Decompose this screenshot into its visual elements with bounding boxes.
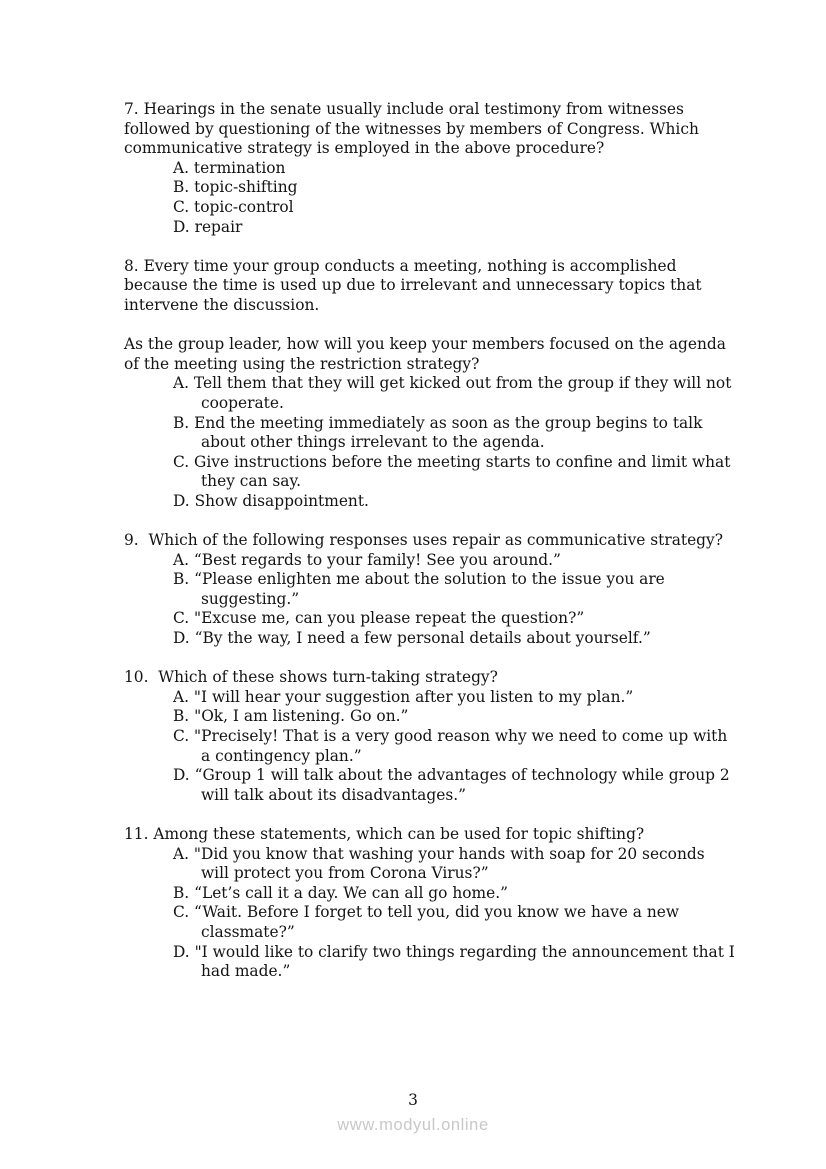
option-text: "I will hear your suggestion after you listen to my plan.” [193,687,634,706]
option-text: "Excuse me, can you please repeat the question?” [194,609,585,628]
question-9-stem: 9. Which of the following responses uses repair as communicative strategy? [124,531,723,550]
question-8-options [124,374,736,511]
option-text: "Ok, I am listening. Go on.” [194,707,409,726]
option-letter: C. [173,609,190,628]
option-text: Give instructions before the meeting starts to confine and limit what they can say. [194,452,731,491]
option-text: “Group 1 will talk about the advantages of technology while group 2 will talk about its disadvantages.” [194,766,730,804]
option-text: “Best regards to your family! See you around.” [193,550,561,569]
option-letter: A. [173,687,190,706]
question-8-option-b [173,414,736,453]
question-9-option-c [173,609,736,629]
option-letter: B. [173,883,190,902]
option-letter: C. [173,452,190,471]
question-11-option-b [173,884,736,904]
question-10-options [124,688,736,806]
option-letter: B. [173,707,190,726]
option-text: topic-control [194,197,294,216]
option-text: End the meeting immediately as soon as the group begins to talk about other things irrelevant to the agenda. [194,413,703,452]
question-7-option-d [173,218,736,238]
option-letter: A. [173,844,190,863]
option-letter: A. [173,374,190,393]
option-letter: A. [173,550,190,569]
question-11-option-c [173,903,736,942]
question-11-stem: 11. Among these statements, which can be used for topic shifting? [124,824,645,843]
option-letter: D. [173,491,190,510]
question-10 [124,668,736,805]
question-9-option-d [173,629,736,649]
page-number: 3 [408,1091,418,1109]
option-text: repair [194,217,243,236]
option-letter: D. [173,766,190,785]
option-letter: B. [173,413,190,432]
page-footer [0,1091,826,1135]
question-8 [124,257,736,512]
question-10-option-b [173,707,736,727]
option-text: "I would like to clarify two things regarding the announcement that I had made.” [194,942,735,981]
option-letter: D. [173,942,190,961]
question-11 [124,825,736,982]
option-text: termination [193,158,286,177]
question-9-options [124,551,736,649]
question-11-option-d [173,943,736,982]
option-letter: C. [173,727,190,745]
option-text: “Wait. Before I forget to tell you, did you know we have a new classmate?” [194,903,680,941]
option-text: “By the way, I need a few personal details about yourself.” [194,629,651,648]
option-text: “Let’s call it a day. We can all go home.” [194,883,508,902]
option-text: topic-shifting [194,178,298,197]
question-10-option-a [173,688,736,708]
option-text: Tell them that they will get kicked out from the group if they will not cooperate. [193,374,732,412]
question-7-stem: 7. Hearings in the senate usually include oral testimony from witnesses followed by questioning of the witnesses by members of Congress. Which communicative strategy is employed in the above procedure? [124,100,704,158]
option-letter: D. [173,629,190,648]
option-letter: B. [173,178,190,197]
question-8-stem-paragraph-1: 8. Every time your group conducts a meeting, nothing is accomplished because the time is used up due to irrelevant and unnecessary topics that intervene the discussion. [124,256,707,314]
question-7-options [124,159,736,237]
question-10-stem: 10. Which of these shows turn-taking strategy? [124,668,498,687]
option-text: Show disappointment. [194,491,369,510]
question-10-option-d [173,766,736,805]
option-text: “Please enlighten me about the solution to the issue you are suggesting.” [194,570,665,608]
question-9-option-a [173,551,736,571]
option-letter: D. [173,217,190,236]
question-8-option-c [173,453,736,492]
question-8-stem-paragraph-2: As the group leader, how will you keep your members focused on the agenda of the meeting using the restriction strategy? [124,335,731,373]
option-text: "Precisely! That is a very good reason why we need to come up with a contingency plan.” [194,727,728,765]
question-8-option-a [173,374,736,413]
option-letter: C. [173,197,190,216]
option-letter: C. [173,903,190,922]
question-11-options [124,845,736,982]
question-8-option-d [173,492,736,512]
option-letter: B. [173,570,190,589]
question-7-option-a [173,159,736,179]
question-7 [124,100,736,237]
question-9-option-b [173,570,736,609]
question-10-option-c [173,727,736,766]
watermark-text: www.modyul.online [337,1115,489,1134]
question-7-option-b [173,178,736,198]
question-7-option-c [173,198,736,218]
questions-area [124,100,736,1001]
question-11-option-a [173,845,736,884]
question-9 [124,531,736,649]
option-letter: A. [173,158,190,177]
option-text: "Did you know that washing your hands with soap for 20 seconds will protect you from Corona Virus?” [193,844,705,883]
